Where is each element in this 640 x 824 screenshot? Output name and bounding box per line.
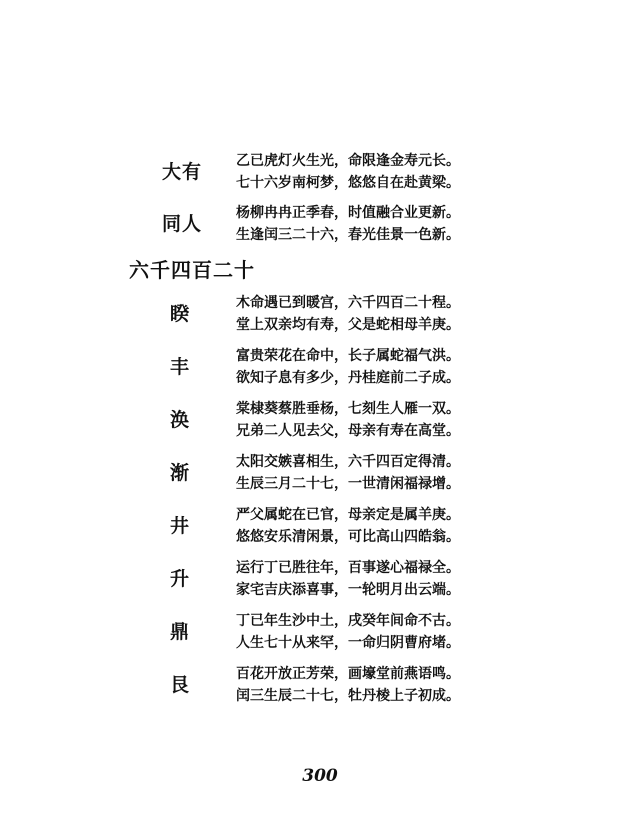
hexagram-name: 同人 [162, 213, 203, 235]
entry-sheng [0, 557, 640, 601]
hexagram-name: 渐 [170, 462, 191, 484]
hexagram-name: 丰 [170, 356, 191, 378]
verse-line: 家宅吉庆添喜事，一轮明月出云端。 [236, 582, 460, 598]
entry-gen [0, 663, 640, 707]
verse-line: 欲知子息有多少，丹桂庭前二子成。 [236, 370, 460, 386]
verse-line: 闰三生辰二十七，牡丹棱上子初成。 [236, 688, 460, 704]
verse-line: 生逢闰三二十六，春光佳景一色新。 [236, 227, 460, 243]
verse-line: 堂上双亲均有寿，父是蛇相母羊庚。 [236, 317, 460, 333]
verse [236, 150, 460, 194]
verse-line: 生辰三月二十七，一世清闲福禄增。 [236, 476, 460, 492]
verse-line: 严父属蛇在已官，母亲定是属羊庚。 [236, 507, 460, 523]
verse-line: 兄弟二人见去父，母亲有寿在高堂。 [236, 423, 460, 439]
section-heading: 六千四百二十 [129, 258, 255, 282]
entry-huan [0, 398, 640, 442]
verse-line: 乙已虎灯火生光，命限逢金寿元长。 [236, 153, 460, 169]
entry-kui [0, 292, 640, 336]
verse [236, 292, 460, 336]
verse [236, 451, 460, 495]
verse [236, 202, 460, 246]
hexagram-name: 艮 [170, 674, 191, 696]
verse-line: 杨柳冉冉正季春，时值融合业更新。 [236, 205, 460, 221]
verse-line: 七十六岁南柯梦，悠悠自在赴黄梁。 [236, 175, 460, 191]
verse-line: 木命遇已到暖宫，六千四百二十程。 [236, 295, 460, 311]
entry-tong-ren [0, 202, 640, 246]
verse-line: 人生七十从来罕，一命归阴曹府堵。 [236, 635, 460, 651]
verse [236, 345, 460, 389]
verse-line: 棠棣葵蔡胜垂杨，七刻生人雁一双。 [236, 401, 460, 417]
verse-line: 丁已年生沙中土，戌癸年间命不古。 [236, 613, 460, 629]
verse-line: 悠悠安乐清闲景，可比高山四皓翁。 [236, 529, 460, 545]
verse-line: 百花开放正芳荣，画壕堂前燕语鸣。 [236, 666, 460, 682]
verse [236, 398, 460, 442]
verse [236, 557, 460, 601]
verse-line: 运行丁已胜往年，百事遂心福禄全。 [236, 560, 460, 576]
verse [236, 504, 460, 548]
hexagram-name: 涣 [170, 409, 191, 431]
entry-jing [0, 504, 640, 548]
entry-da-you [0, 150, 640, 194]
verse [236, 663, 460, 707]
hexagram-name: 井 [170, 515, 191, 537]
page-number: 300 [302, 766, 338, 786]
hexagram-name: 睽 [170, 303, 191, 325]
verse-line: 太阳交嫉喜相生，六千四百定得清。 [236, 454, 460, 470]
entry-ding [0, 610, 640, 654]
entry-jian [0, 451, 640, 495]
verse [236, 610, 460, 654]
verse-line: 富贵荣花在命中，长子属蛇福气洪。 [236, 348, 460, 364]
hexagram-name: 大有 [162, 161, 203, 183]
hexagram-name: 鼎 [170, 621, 191, 643]
entry-feng [0, 345, 640, 389]
hexagram-name: 升 [170, 568, 191, 590]
